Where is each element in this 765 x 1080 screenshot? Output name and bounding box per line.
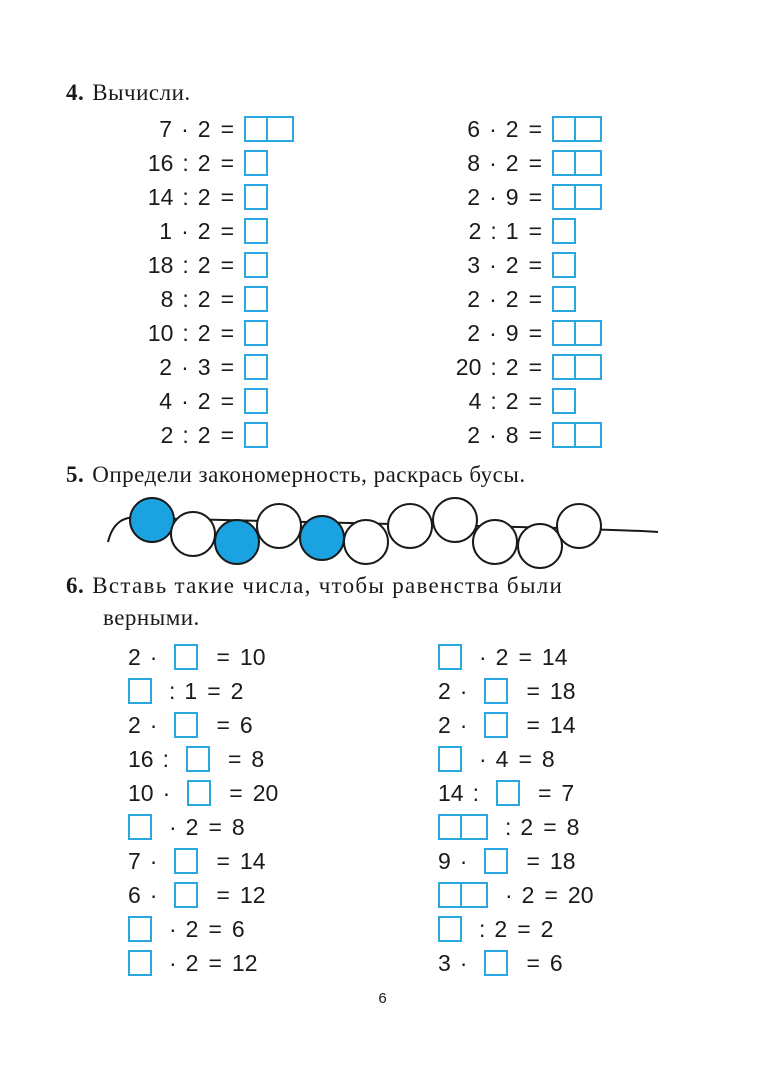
equals-sign: = [227, 745, 242, 772]
operand: 1 [184, 677, 198, 704]
answer-box[interactable] [552, 184, 602, 210]
operator: · [181, 353, 189, 380]
equals-sign: = [220, 387, 234, 414]
answer-box-cell[interactable] [438, 916, 462, 942]
answer-box[interactable] [174, 848, 198, 874]
equals-sign: = [220, 353, 234, 380]
operand: 12 [239, 881, 266, 908]
operator: · [489, 251, 497, 278]
operand: 2 [197, 285, 211, 312]
equation-row [0, 114, 602, 144]
operand: 4 [468, 387, 482, 414]
answer-box-cell[interactable] [576, 150, 602, 176]
equation-row [438, 914, 553, 944]
operand: 4 [159, 387, 173, 414]
answer-box-cell[interactable] [438, 644, 462, 670]
operand: 2 [505, 251, 519, 278]
answer-box-cell[interactable] [576, 320, 602, 346]
operand: 8 [160, 285, 174, 312]
bead-filled[interactable] [300, 516, 344, 560]
operand: 14 [438, 779, 464, 806]
equation-row [438, 812, 579, 842]
operand: 2 [197, 421, 211, 448]
operand: 9 [505, 183, 519, 210]
equals-sign: = [216, 643, 230, 670]
answer-box-cell[interactable] [174, 712, 198, 738]
answer-box[interactable] [438, 746, 462, 772]
equals-sign: = [528, 387, 542, 414]
operand: 2 [197, 251, 211, 278]
equals-sign: = [526, 847, 540, 874]
answer-box[interactable] [484, 950, 508, 976]
equals-sign: = [220, 251, 234, 278]
answer-box[interactable] [484, 712, 508, 738]
operator: · [479, 745, 487, 772]
exercise-6-number: 6. [66, 573, 85, 598]
answer-box[interactable] [174, 882, 198, 908]
operator: · [169, 915, 177, 942]
operand: 8 [505, 421, 519, 448]
equals-sign: = [208, 949, 222, 976]
answer-box-cell[interactable] [552, 354, 576, 380]
equation-row [438, 710, 576, 740]
equation-row [438, 778, 574, 808]
operand: 2 [467, 319, 481, 346]
bead-filled[interactable] [215, 520, 259, 564]
operand: 7 [128, 847, 141, 874]
equation-row [438, 642, 568, 672]
operand: 2 [468, 217, 482, 244]
operand: 1 [159, 217, 173, 244]
operator: · [181, 387, 189, 414]
exercise-5-heading [66, 462, 526, 488]
operand: 9 [438, 847, 451, 874]
operator: · [149, 847, 158, 874]
equals-sign: = [216, 847, 230, 874]
equation-row [0, 284, 576, 314]
operand: 10 [239, 643, 266, 670]
operator: : [479, 915, 486, 942]
operand: 4 [495, 745, 509, 772]
operator: : [182, 421, 189, 448]
equation-row [438, 676, 576, 706]
operand: 8 [566, 813, 580, 840]
answer-box[interactable] [552, 422, 602, 448]
answer-box[interactable] [128, 916, 152, 942]
equals-sign: = [528, 217, 542, 244]
operand: 2 [197, 319, 211, 346]
operand: 2 [540, 915, 554, 942]
bead-empty[interactable] [433, 498, 477, 542]
operator: · [489, 285, 497, 312]
operand: 18 [147, 251, 174, 278]
answer-box-cell[interactable] [576, 116, 602, 142]
answer-box[interactable] [174, 712, 198, 738]
operand: 16 [128, 745, 154, 772]
equals-sign: = [229, 779, 243, 806]
operand: 20 [252, 779, 279, 806]
operand: 2 [197, 183, 211, 210]
operand: 6 [549, 949, 563, 976]
operator: · [479, 643, 487, 670]
operand: 2 [505, 387, 519, 414]
operand: 8 [541, 745, 555, 772]
answer-box[interactable] [484, 678, 508, 704]
equation-row [128, 914, 245, 944]
operand: 2 [159, 353, 173, 380]
answer-box[interactable] [438, 644, 462, 670]
equals-sign: = [528, 421, 542, 448]
equals-sign: = [518, 745, 532, 772]
answer-box-cell[interactable] [552, 286, 576, 312]
equals-sign: = [526, 711, 540, 738]
operator: · [459, 847, 468, 874]
equation-row [438, 880, 594, 910]
operator: · [459, 677, 468, 704]
operand: 7 [159, 115, 173, 142]
answer-box-cell[interactable] [174, 644, 198, 670]
bead-filled[interactable] [130, 498, 174, 542]
answer-box-cell[interactable] [438, 882, 462, 908]
bead-empty[interactable] [344, 520, 388, 564]
equals-sign: = [517, 915, 531, 942]
operand: 6 [231, 915, 245, 942]
equation-row [128, 948, 258, 978]
equals-sign: = [528, 353, 542, 380]
beads-necklace [0, 490, 765, 570]
operand: 2 [128, 711, 141, 738]
equation-row [0, 318, 602, 348]
bead-empty[interactable] [388, 504, 432, 548]
operand: 2 [197, 115, 211, 142]
operand: 2 [467, 183, 481, 210]
equation-row [438, 948, 563, 978]
answer-box-cell[interactable] [174, 848, 198, 874]
answer-box[interactable] [186, 746, 210, 772]
answer-box[interactable] [496, 780, 520, 806]
equals-sign: = [220, 115, 234, 142]
operand: 10 [128, 779, 154, 806]
equation-row [128, 880, 266, 910]
equals-sign: = [220, 421, 234, 448]
operator: · [489, 421, 497, 448]
operator: · [181, 217, 189, 244]
operator: · [459, 711, 468, 738]
operand: 2 [185, 915, 199, 942]
equation-row [0, 250, 576, 280]
exercise-4-heading [66, 80, 191, 106]
operand: 14 [549, 711, 576, 738]
operand: 9 [505, 319, 519, 346]
equation-row [128, 710, 253, 740]
answer-box-cell[interactable] [576, 354, 602, 380]
operator: · [169, 949, 177, 976]
answer-box-cell[interactable] [576, 422, 602, 448]
equation-row [438, 744, 555, 774]
operand: 8 [251, 745, 265, 772]
operator: : [182, 183, 189, 210]
answer-box-cell[interactable] [462, 814, 488, 840]
operand: 7 [561, 779, 575, 806]
equation-row [0, 216, 576, 246]
answer-box-cell[interactable] [552, 320, 576, 346]
answer-box-cell[interactable] [438, 814, 462, 840]
equation-row [0, 182, 602, 212]
operand: 12 [231, 949, 258, 976]
equation-row [128, 778, 278, 808]
operand: 2 [505, 285, 519, 312]
exercise-5-number: 5. [66, 462, 85, 487]
answer-box-cell[interactable] [128, 950, 152, 976]
answer-box[interactable] [438, 882, 488, 908]
equation-row [128, 642, 266, 672]
equals-sign: = [220, 217, 234, 244]
operand: 2 [197, 217, 211, 244]
equation-row [128, 744, 264, 774]
operand: 14 [147, 183, 174, 210]
operand: 6 [128, 881, 141, 908]
operand: 18 [549, 677, 576, 704]
operand: 6 [239, 711, 253, 738]
operator: · [459, 949, 468, 976]
operator: : [490, 217, 497, 244]
answer-box-cell[interactable] [484, 712, 508, 738]
answer-box[interactable] [128, 814, 152, 840]
answer-box[interactable] [552, 354, 602, 380]
answer-box-cell[interactable] [552, 252, 576, 278]
equals-sign: = [216, 711, 230, 738]
equals-sign: = [526, 677, 540, 704]
operand: 20 [567, 881, 594, 908]
equation-row [0, 420, 602, 450]
operand: 8 [231, 813, 245, 840]
equation-row [0, 352, 602, 382]
equals-sign: = [207, 677, 221, 704]
answer-box-cell[interactable] [128, 916, 152, 942]
operator: : [169, 677, 176, 704]
operator: : [182, 251, 189, 278]
bead-empty[interactable] [518, 524, 562, 568]
equals-sign: = [526, 949, 540, 976]
operator: : [505, 813, 512, 840]
operand: 2 [505, 149, 519, 176]
equals-sign: = [528, 319, 542, 346]
operand: 10 [147, 319, 174, 346]
equals-sign: = [544, 881, 558, 908]
operator: · [149, 643, 158, 670]
operator: : [490, 353, 497, 380]
operand: 1 [505, 217, 519, 244]
operator: · [149, 711, 158, 738]
exercise-4-title: Вычисли. [92, 80, 191, 105]
operand: 20 [455, 353, 482, 380]
operand: 18 [549, 847, 576, 874]
operand: 2 [230, 677, 244, 704]
equation-row [0, 148, 602, 178]
operand: 2 [505, 115, 519, 142]
exercise-6-title-line2: верными. [103, 605, 200, 630]
equals-sign: = [220, 183, 234, 210]
equation-row [128, 676, 243, 706]
equals-sign: = [518, 643, 532, 670]
answer-box[interactable] [438, 814, 488, 840]
operand: 2 [467, 285, 481, 312]
operand: 2 [521, 881, 535, 908]
equals-sign: = [208, 813, 222, 840]
operand: 3 [197, 353, 211, 380]
equals-sign: = [528, 183, 542, 210]
page-number: 6 [378, 990, 387, 1007]
operator: · [489, 149, 497, 176]
equals-sign: = [220, 319, 234, 346]
exercise-5-title: Определи закономерность, раскрась бусы. [92, 462, 526, 487]
answer-box-cell[interactable] [174, 882, 198, 908]
operand: 16 [147, 149, 174, 176]
answer-box[interactable] [128, 678, 152, 704]
answer-box-cell[interactable] [186, 746, 210, 772]
operand: 3 [438, 949, 451, 976]
bead-empty[interactable] [557, 504, 601, 548]
operator: · [162, 779, 171, 806]
operand: 6 [467, 115, 481, 142]
operand: 2 [467, 421, 481, 448]
operand: 2 [160, 421, 174, 448]
equals-sign: = [528, 149, 542, 176]
answer-box[interactable] [552, 150, 602, 176]
answer-box-cell[interactable] [484, 678, 508, 704]
answer-box[interactable] [438, 916, 462, 942]
answer-box-cell[interactable] [552, 422, 576, 448]
answer-box[interactable] [552, 218, 576, 244]
operand: 2 [438, 711, 451, 738]
equation-row [0, 386, 576, 416]
equals-sign: = [208, 915, 222, 942]
answer-box-cell[interactable] [552, 218, 576, 244]
operand: 14 [541, 643, 568, 670]
operator: · [489, 319, 497, 346]
answer-box-cell[interactable] [484, 848, 508, 874]
answer-box[interactable] [552, 388, 576, 414]
answer-box-cell[interactable] [552, 116, 576, 142]
answer-box[interactable] [484, 848, 508, 874]
operand: 2 [185, 949, 199, 976]
operand: 2 [185, 813, 199, 840]
equals-sign: = [528, 251, 542, 278]
answer-box[interactable] [552, 116, 602, 142]
exercise-6-title-line1: Вставь такие числа, чтобы равенства были [92, 573, 564, 598]
operator: · [489, 115, 497, 142]
answer-box-cell[interactable] [128, 678, 152, 704]
operator: : [182, 149, 189, 176]
equals-sign: = [216, 881, 230, 908]
exercise-4-number: 4. [66, 80, 85, 105]
answer-box-cell[interactable] [496, 780, 520, 806]
equals-sign: = [220, 149, 234, 176]
bead-empty[interactable] [171, 512, 215, 556]
answer-box[interactable] [552, 252, 576, 278]
operator: · [149, 881, 158, 908]
operator: : [182, 285, 189, 312]
answer-box[interactable] [128, 950, 152, 976]
equation-row [438, 846, 576, 876]
operand: 8 [467, 149, 481, 176]
equals-sign: = [220, 285, 234, 312]
answer-box-cell[interactable] [187, 780, 211, 806]
operand: 2 [197, 387, 211, 414]
operator: : [182, 319, 189, 346]
operator: : [472, 779, 479, 806]
answer-box[interactable] [552, 320, 602, 346]
operand: 2 [505, 353, 519, 380]
equals-sign: = [528, 285, 542, 312]
equals-sign: = [528, 115, 542, 142]
operand: 2 [494, 915, 508, 942]
answer-box[interactable] [187, 780, 211, 806]
answer-box-cell[interactable] [128, 814, 152, 840]
answer-box-cell[interactable] [484, 950, 508, 976]
equals-sign: = [537, 779, 552, 806]
bead-empty[interactable] [473, 520, 517, 564]
operator: · [181, 115, 189, 142]
operand: 2 [128, 643, 141, 670]
answer-box[interactable] [174, 644, 198, 670]
equation-row [128, 812, 245, 842]
answer-box-cell[interactable] [552, 184, 576, 210]
operand: 3 [467, 251, 481, 278]
operand: 14 [239, 847, 266, 874]
operand: 2 [438, 677, 451, 704]
operator: · [489, 183, 497, 210]
operand: 2 [495, 643, 509, 670]
bead-empty[interactable] [257, 504, 301, 548]
answer-box-cell[interactable] [462, 882, 488, 908]
exercise-6-heading-line1 [66, 573, 563, 599]
answer-box-cell[interactable] [552, 388, 576, 414]
answer-box[interactable] [552, 286, 576, 312]
answer-box-cell[interactable] [576, 184, 602, 210]
operator: : [162, 745, 169, 772]
operator: · [505, 881, 513, 908]
answer-box-cell[interactable] [438, 746, 462, 772]
operator: : [490, 387, 497, 414]
answer-box-cell[interactable] [552, 150, 576, 176]
equals-sign: = [543, 813, 557, 840]
operand: 2 [520, 813, 534, 840]
equation-row [128, 846, 266, 876]
operand: 2 [197, 149, 211, 176]
operator: · [169, 813, 177, 840]
